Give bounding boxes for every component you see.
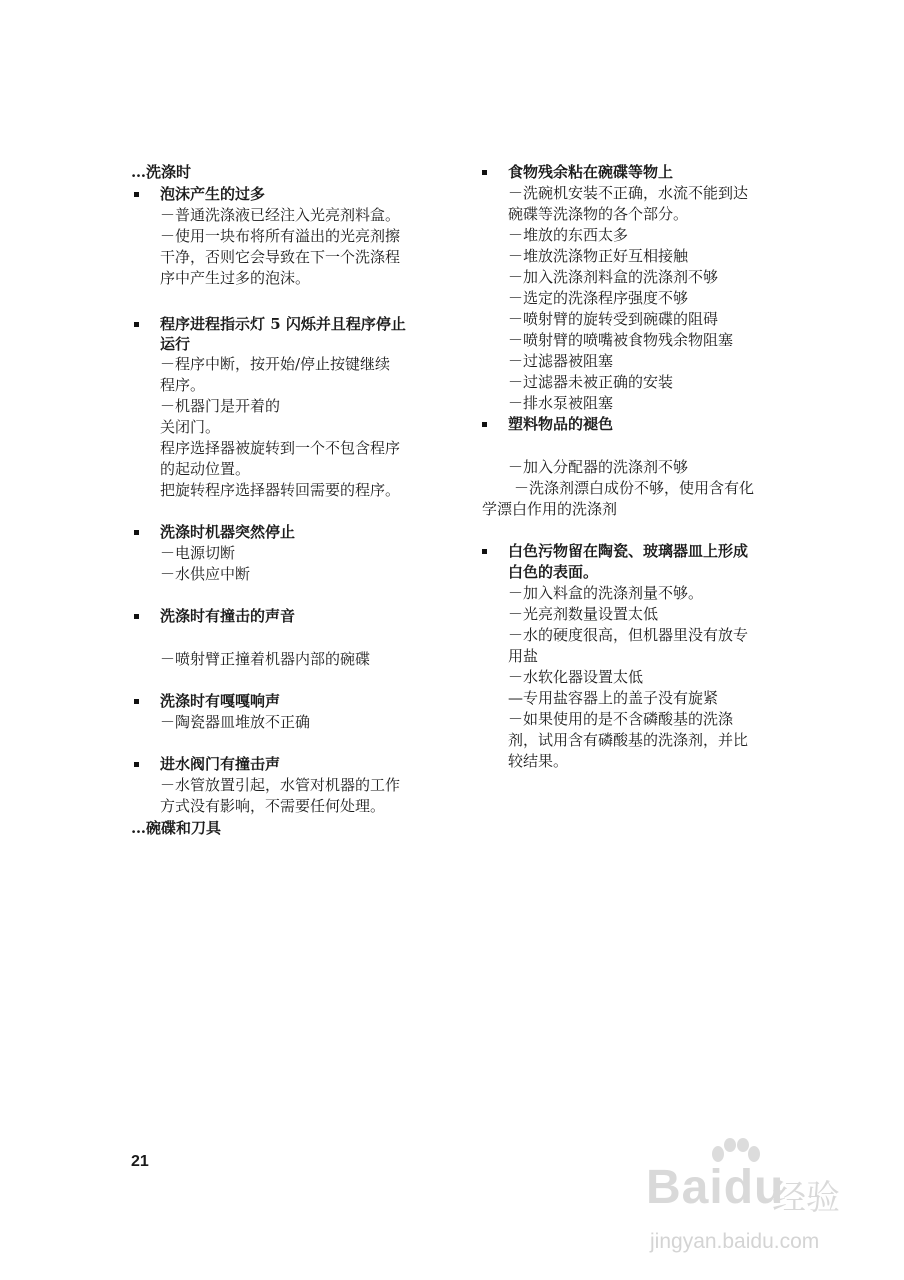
item-line: 程序。 <box>160 376 206 394</box>
bullet-marker <box>482 170 487 175</box>
bullet-marker <box>134 614 139 619</box>
item-line: －加入料盒的洗涤剂量不够。 <box>508 584 704 602</box>
footer-section-title: …碗碟和刀具 <box>131 819 222 837</box>
bullet-marker <box>134 322 139 327</box>
item-line: －光亮剂数量设置太低 <box>508 605 659 623</box>
item-line: －机器门是开着的 <box>160 397 281 415</box>
item-line: 碗碟等洗涤物的各个部分。 <box>508 205 689 223</box>
item-line: 把旋转程序选择器转回需要的程序。 <box>160 481 401 499</box>
item-line: －喷射臂的喷嘴被食物残余物阻塞 <box>508 331 734 349</box>
item-line: －洗涤剂漂白成份不够，使用含有化 <box>514 479 755 497</box>
item-heading: 食物残余粘在碗碟等物上 <box>508 163 674 181</box>
item-line: －加入分配器的洗涤剂不够 <box>508 458 689 476</box>
bullet-marker <box>134 762 139 767</box>
item-heading: 洗涤时有撞击的声音 <box>160 607 296 625</box>
bullet-marker <box>482 549 487 554</box>
item-line: －堆放的东西太多 <box>508 226 629 244</box>
item-heading: 白色污物留在陶瓷、玻璃器皿上形成 <box>508 542 749 560</box>
watermark-brand: Baidu <box>646 1161 785 1214</box>
item-heading: 塑料物品的褪色 <box>508 415 614 433</box>
item-line: －喷射臂正撞着机器内部的碗碟 <box>160 650 371 668</box>
watermark-brand-cn: 经验 <box>772 1178 840 1218</box>
item-line: －堆放洗涤物正好互相接触 <box>508 247 689 265</box>
item-line: －如果使用的是不含磷酸基的洗涤 <box>508 710 734 728</box>
item-line: －过滤器未被正确的安装 <box>508 373 674 391</box>
item-line: —专用盐容器上的盖子没有旋紧 <box>508 689 719 707</box>
item-heading: 白色的表面。 <box>508 563 599 581</box>
item-heading: 进水阀门有撞击声 <box>160 755 281 773</box>
item-line: 方式没有影响，不需要任何处理。 <box>160 797 386 815</box>
item-line: 关闭门。 <box>160 418 221 436</box>
item-line: －水的硬度很高，但机器里没有放专 <box>508 626 749 644</box>
item-line: －普通洗涤液已经注入光亮剂料盒。 <box>160 206 401 224</box>
item-line: －水软化器设置太低 <box>508 668 644 686</box>
item-line: 学漂白作用的洗涤剂 <box>482 500 618 518</box>
bullet-marker <box>482 422 487 427</box>
item-line: 的起动位置。 <box>160 460 251 478</box>
item-heading: 程序进程指示灯 5 闪烁并且程序停止 <box>160 315 406 333</box>
item-line: 用盐 <box>508 647 539 665</box>
item-line: 剂，试用含有磷酸基的洗涤剂，并比 <box>508 731 749 749</box>
item-line: 较结果。 <box>508 752 569 770</box>
section-title: …洗涤时 <box>131 163 192 181</box>
baidu-watermark <box>646 1138 876 1263</box>
item-line: －电源切断 <box>160 544 236 562</box>
item-line: －使用一块布将所有溢出的光亮剂擦 <box>160 227 401 245</box>
bullet-marker <box>134 699 139 704</box>
item-line: －程序中断，按开始/停止按键继续 <box>160 355 391 373</box>
watermark-url: jingyan.baidu.com <box>650 1230 820 1253</box>
bullet-marker <box>134 530 139 535</box>
item-heading: 运行 <box>160 335 191 353</box>
item-line: 程序选择器被旋转到一个不包含程序 <box>160 439 401 457</box>
item-line: －排水泵被阻塞 <box>508 394 614 412</box>
page-number: 21 <box>131 1153 149 1170</box>
item-line: －过滤器被阻塞 <box>508 352 614 370</box>
item-heading: 洗涤时机器突然停止 <box>160 523 296 541</box>
bullet-marker <box>134 192 139 197</box>
item-line: 干净，否则它会导致在下一个洗涤程 <box>160 248 401 266</box>
item-line: 序中产生过多的泡沫。 <box>160 269 311 287</box>
item-line: －陶瓷器皿堆放不正确 <box>160 713 311 731</box>
item-line: －水管放置引起，水管对机器的工作 <box>160 776 401 794</box>
item-line: －水供应中断 <box>160 565 251 583</box>
item-heading: 洗涤时有嘎嘎响声 <box>160 692 281 710</box>
item-line: －洗碗机安装不正确，水流不能到达 <box>508 184 749 202</box>
item-heading: 泡沫产生的过多 <box>160 185 266 203</box>
item-line: －加入洗涤剂料盒的洗涤剂不够 <box>508 268 719 286</box>
item-line: －选定的洗涤程序强度不够 <box>508 289 689 307</box>
item-line: －喷射臂的旋转受到碗碟的阻碍 <box>508 310 719 328</box>
